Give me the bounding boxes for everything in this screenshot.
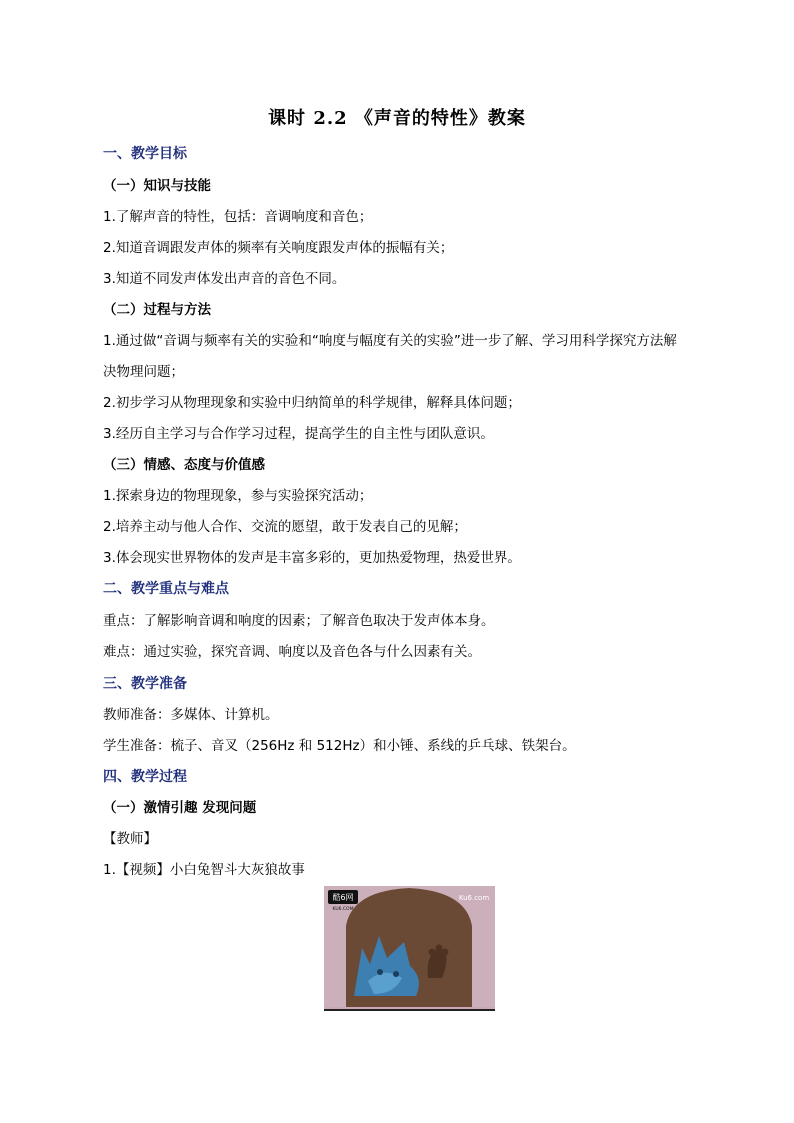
list-item: 3.知道不同发声体发出声音的音色不同。 <box>103 271 346 287</box>
video-frame-image <box>324 886 495 1011</box>
section-heading-objectives: 一、教学目标 <box>103 146 187 162</box>
subheading-introduction: （一）激情引趣 发现问题 <box>103 800 257 816</box>
list-item: 3.体会现实世界物体的发声是丰富多彩的，更加热爱物理，热爱世界。 <box>103 550 521 566</box>
list-item: 1.探索身边的物理现象，参与实验探究活动； <box>103 488 373 504</box>
list-item: 1.通过做“音调与频率有关的实验和“响度与幅度有关的实验”进一步了解、学习用科学探究方法解 <box>103 333 677 349</box>
list-item: 2.培养主动与他人合作、交流的愿望，敢于发表自己的见解； <box>103 519 467 535</box>
document-title: 课时 2.2 《声音的特性》教案 <box>268 108 526 129</box>
subheading-knowledge-skills: （一）知识与技能 <box>103 178 211 194</box>
student-preparation-text: 学生准备：梳子、音叉（256Hz 和 512Hz）和小锤、系线的乒乓球、铁架台。 <box>103 738 576 754</box>
list-item: 2.知道音调跟发声体的频率有关响度跟发声体的振幅有关； <box>103 240 454 256</box>
list-item: 3.经历自主学习与合作学习过程，提高学生的自主性与团队意识。 <box>103 426 494 442</box>
difficult-point-text: 难点：通过实验，探究音调、响度以及音色各与什么因素有关。 <box>103 644 481 660</box>
role-label-teacher: 【教师】 <box>103 831 157 847</box>
section-heading-preparation: 三、教学准备 <box>103 676 187 692</box>
teacher-preparation-text: 教师准备：多媒体、计算机。 <box>103 707 279 723</box>
section-heading-process: 四、教学过程 <box>103 769 187 785</box>
list-item: 1.了解声音的特性，包括：音调响度和音色； <box>103 209 373 225</box>
video-logo-left: 酷6网 <box>332 893 354 902</box>
video-logo-left-sub: KU6.COM <box>332 907 354 912</box>
section-heading-key-points: 二、教学重点与难点 <box>103 581 229 597</box>
key-point-text: 重点：了解影响音调和响度的因素；了解音色取决于发声体本身。 <box>103 613 495 629</box>
video-logo-right: Ku6.com <box>458 894 490 902</box>
list-item: 1.【视频】小白兔智斗大灰狼故事 <box>103 862 305 878</box>
subheading-emotion-values: （三）情感、态度与价值感 <box>103 457 265 473</box>
subheading-process-methods: （二）过程与方法 <box>103 302 211 318</box>
list-item: 2.初步学习从物理现象和实验中归纳简单的科学规律，解释具体问题； <box>103 395 521 411</box>
list-item-continuation: 决物理问题； <box>103 364 184 380</box>
video-frame-illustration <box>324 886 495 1007</box>
